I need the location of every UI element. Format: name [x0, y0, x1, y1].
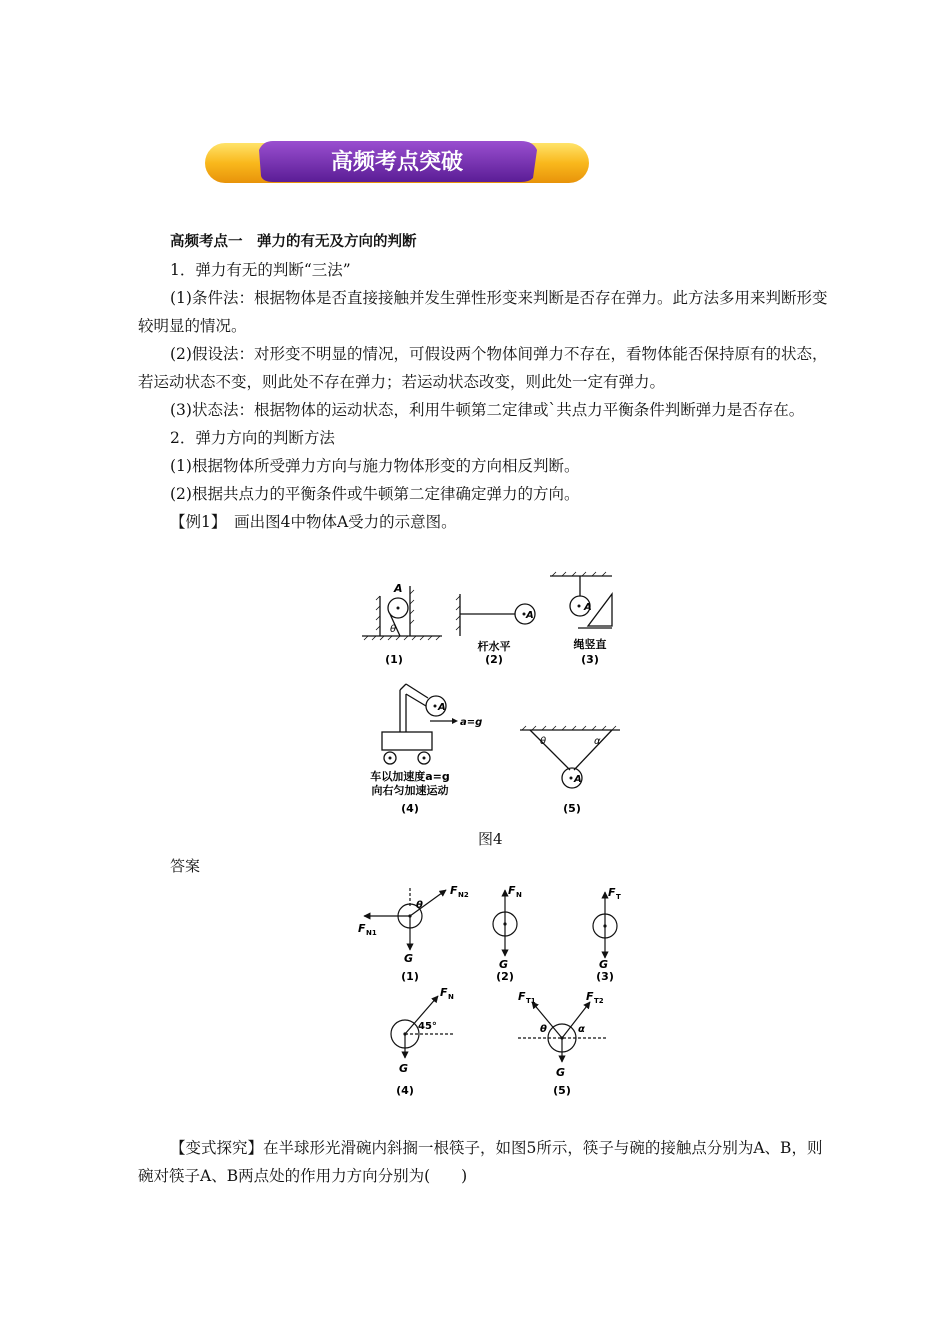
fig4-label-car2: 向右匀加速运动 [371, 784, 449, 797]
paragraph-5: 2．弹力方向的判断方法 [170, 429, 335, 447]
paragraph-2: (1)条件法：根据物体是否直接接触并发生弹性形变来判断是否存在弹力。此方法多用来判断形变较明显的情况。 [138, 289, 828, 335]
fig4-label-rod: 杆水平 [477, 640, 511, 653]
fig4-panel-4 [382, 684, 452, 764]
banner-title: 高频考点突破 [330, 150, 464, 175]
fig4-label-A1: A [394, 582, 403, 595]
ans-label-FN4-sub: N [448, 993, 454, 1001]
ans-label-n4: (4) [396, 1084, 414, 1097]
section-banner [203, 138, 591, 186]
ans-label-FT2-sub: T2 [594, 997, 604, 1005]
fig4-label-n1: (1) [385, 653, 403, 666]
section-body [138, 228, 828, 536]
fig4-label-alpha5: α [594, 736, 601, 747]
ans-label-FN4: F [440, 986, 448, 999]
fig4-label-n5: (5) [563, 802, 581, 815]
ans-label-45: 45° [418, 1021, 437, 1032]
fig4-label-n3: (3) [581, 653, 599, 666]
variant-text: 【变式探究】在半球形光滑碗内斜搁一根筷子，如图5所示，筷子与碗的接触点分别为A、B，则碗对筷子A、B两点处的作用力方向分别为( ) [138, 1139, 823, 1185]
ans-label-FT2: F [586, 990, 594, 1003]
answer-figure [350, 882, 640, 1108]
ans-label-theta1: θ [416, 900, 423, 911]
ans-label-FN2-sub: N2 [458, 891, 469, 899]
fig4-label-theta5: θ [540, 736, 547, 747]
section-heading: 高频考点一 弹力的有无及方向的判断 [170, 234, 417, 250]
ans-label-FT: F [608, 886, 616, 899]
ans-label-G5: G [556, 1066, 566, 1079]
ans-label-FN1: F [358, 922, 366, 935]
ans-label-n5: (5) [553, 1084, 571, 1097]
answer-panel-1 [364, 888, 446, 950]
fig4-label-car1: 车以加速度a=g [370, 770, 450, 783]
ans-label-FN2p-sub: N [516, 891, 522, 899]
paragraph-3: (2)假设法：对形变不明显的情况，可假设两个物体间弹力不存在，看物体能否保持原有的状态，若运动状态不变，则此处不存在弹力；若运动状态改变，则此处一定有弹力。 [138, 345, 828, 391]
variant-question [138, 1134, 828, 1190]
ans-label-G1: G [404, 952, 414, 965]
answer-panel-5 [518, 1002, 606, 1062]
answer-label: 答案 [170, 857, 201, 875]
ans-label-FN2p: F [508, 884, 516, 897]
fig4-label-n4: (4) [401, 802, 419, 815]
fig4-label-n2: (2) [485, 653, 503, 666]
ans-label-FN2: F [450, 884, 458, 897]
paragraph-6: (1)根据物体所受弹力方向与施力物体形变的方向相反判断。 [170, 457, 580, 475]
ans-label-n3: (3) [596, 970, 614, 983]
ans-label-n1: (1) [401, 970, 419, 983]
ans-label-G3: G [599, 958, 609, 971]
ans-label-G2: G [499, 958, 509, 971]
paragraph-1: 1．弹力有无的判断“三法” [170, 261, 351, 279]
fig4-label-rope: 绳竖直 [573, 638, 607, 651]
ans-label-G4: G [399, 1062, 409, 1075]
paragraph-7: (2)根据共点力的平衡条件或牛顿第二定律确定弹力的方向。 [170, 485, 580, 503]
ans-label-FT1-sub: T1 [526, 997, 536, 1005]
ans-label-n2: (2) [496, 970, 514, 983]
fig4-label-theta1: θ [390, 624, 397, 635]
figure-4 [350, 566, 630, 830]
fig4-label-A3: A [584, 602, 592, 613]
ans-label-theta5: θ [540, 1024, 547, 1035]
fig4-panel-3 [550, 572, 612, 628]
ans-label-FT-sub: T [616, 893, 621, 901]
fig4-label-A2: A [526, 610, 534, 621]
fig4-label-A4: A [438, 702, 446, 713]
fig4-label-ag: a=g [460, 717, 483, 728]
ans-label-alpha5: α [578, 1024, 585, 1035]
example-1: 【例1】 画出图4中物体A受力的示意图。 [170, 513, 457, 531]
paragraph-4: (3)状态法：根据物体的运动状态，利用牛顿第二定律或`共点力平衡条件判断弹力是否存在。 [170, 401, 805, 419]
fig4-label-A5: A [574, 774, 582, 785]
ans-label-FT1: F [518, 990, 526, 1003]
figure-4-caption: 图4 [478, 830, 503, 848]
ans-label-FN1-sub: N1 [366, 929, 377, 937]
